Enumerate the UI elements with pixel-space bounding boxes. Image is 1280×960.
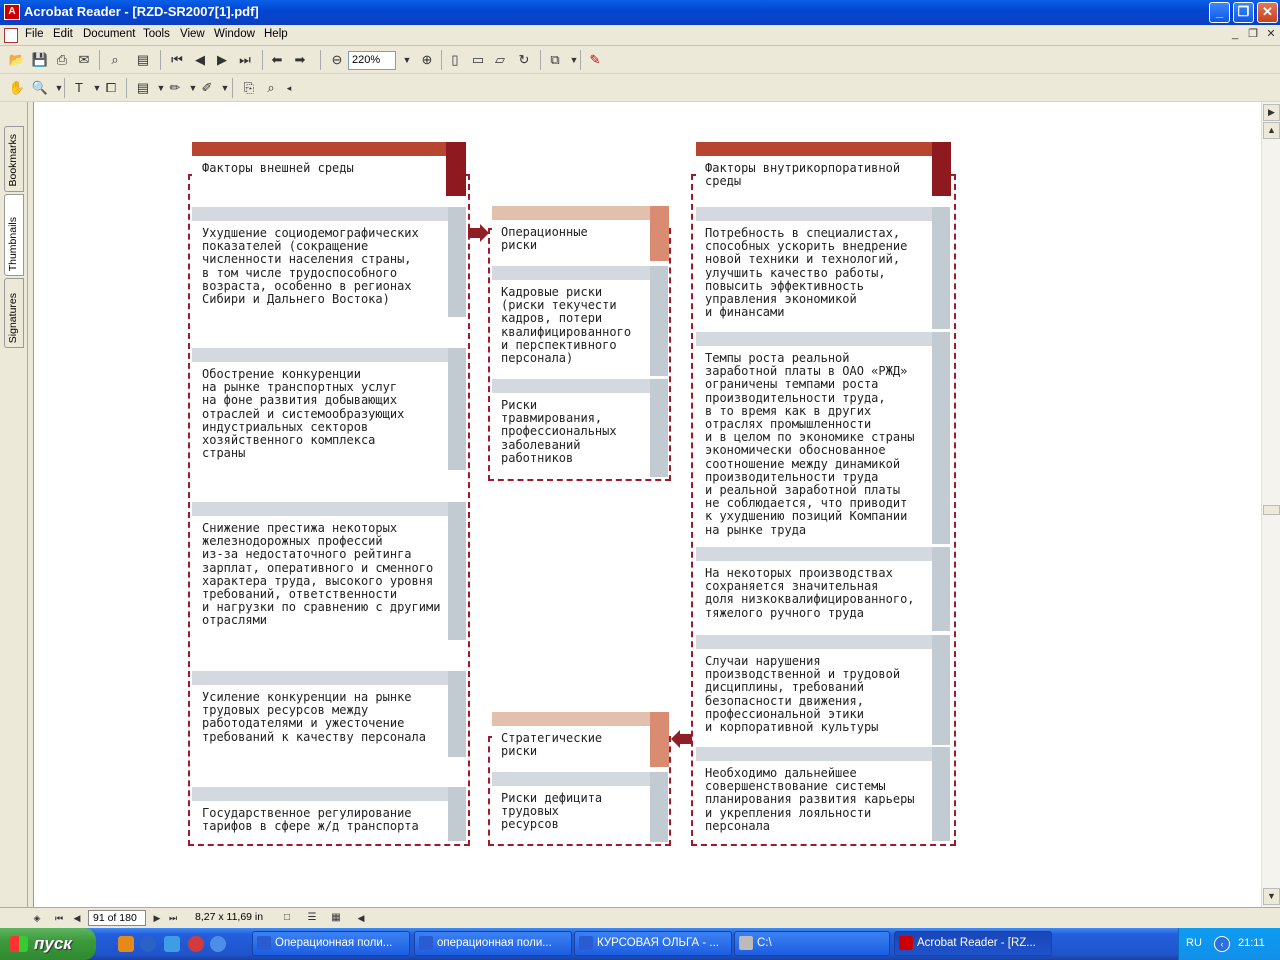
tab-bookmarks[interactable]: [4, 126, 24, 192]
external-factor-text: Усиление конкуренции на рынке трудовых ресурсов между работодателями и ужесточение требований к качеству персонала: [202, 690, 426, 744]
previous-page-icon[interactable]: ◀: [195, 52, 205, 67]
scroll-up-arrow-icon[interactable]: ▲: [1263, 122, 1280, 139]
menu-view[interactable]: View: [180, 28, 205, 40]
copy-icon[interactable]: ⎘: [243, 80, 255, 95]
fit-page-icon[interactable]: ▭: [471, 52, 485, 67]
task-explorer-label: C:\: [757, 937, 772, 949]
main-toolbar: [0, 46, 1280, 74]
nav-toggle-icon[interactable]: ◈: [33, 913, 41, 923]
internal-factor-text: Потребность в специалистах, способных ускорить внедрение новой техники и технологий, улучшить качество работы, повысить эффективность управления экономикой и финансами: [705, 226, 908, 320]
pencil-tool-icon[interactable]: ✏: [169, 80, 181, 95]
tools-toolbar: [0, 74, 1280, 102]
title-bar: [0, 0, 1280, 25]
doc-restore-icon[interactable]: ❐: [1248, 28, 1258, 40]
scroll-thumb[interactable]: [1263, 505, 1280, 515]
page-size-label: 8,27 x 11,69 in: [195, 911, 264, 923]
show-hide-nav-icon[interactable]: ▤: [136, 52, 150, 67]
go-forward-icon[interactable]: ➡: [294, 52, 306, 67]
external-factor-card: [192, 786, 466, 840]
task-explorer[interactable]: [734, 931, 890, 956]
language-indicator[interactable]: RU: [1186, 937, 1202, 949]
word-icon: [579, 936, 593, 950]
fit-width-icon[interactable]: ▱: [495, 52, 505, 67]
operational-risk-text: Кадровые риски (риски текучести кадров, потери квалифицированного и перспективного персонала): [501, 285, 632, 366]
navigation-panel: [0, 102, 28, 907]
task-acrobat-label: Acrobat Reader - [RZ...: [917, 937, 1036, 949]
arrow-right-icon: [468, 224, 490, 242]
tab-signatures[interactable]: [4, 278, 24, 348]
zoom-out-icon[interactable]: ⊖: [331, 52, 343, 67]
internal-factor-text: На некоторых производствах сохраняется значительная доля низкоквалифицированного, тяжелого ручного труда: [705, 566, 915, 620]
external-factor-card: [192, 501, 466, 639]
internal-factor-text: Темпы роста реальной заработной платы в ОАО «РЖД» ограничены темпами роста производительности труда, в то время как в других отраслях промышленности и в целом по экономике страны экономически обоснованное соотношение между динамикой производительности труда и реальной заработной платы не соблюдается, что приводит к ухудшению позиций Компании на рынке труда: [705, 351, 915, 537]
task-word-3[interactable]: [574, 931, 732, 956]
acrobat-app-icon: A: [4, 4, 20, 20]
operational-risk-card: [492, 378, 669, 476]
zoom-dropdown-icon[interactable]: ▼: [402, 55, 412, 65]
actual-size-icon[interactable]: ▯: [451, 52, 459, 67]
page-layout-icon[interactable]: ⧉: [550, 52, 560, 67]
doc-minimize-icon[interactable]: _: [1231, 28, 1239, 40]
quicklaunch-opera-icon[interactable]: [188, 936, 204, 952]
text-select-icon[interactable]: T: [75, 80, 83, 95]
close-button[interactable]: ✕: [1257, 2, 1278, 23]
taskbar: [0, 928, 1280, 960]
menu-tools[interactable]: Tools: [143, 28, 170, 40]
task-word-1-label: Операционная поли...: [275, 937, 393, 949]
operational-risk-text: Риски травмирования, профессиональных заболеваний работников: [501, 398, 617, 465]
first-page-icon[interactable]: ⏮: [171, 52, 183, 67]
zoom-in-icon[interactable]: ⊕: [421, 52, 433, 67]
external-factors-title: Факторы внешней среды: [202, 161, 354, 175]
external-factor-text: Ухудшение социодемографических показателей (сокращение численности населения страны, в том числе трудоспособного возраста, особенно в регионах Сибири и Дальнего Востока): [202, 226, 419, 307]
operational-risks-header: [492, 206, 669, 261]
acrobat-icon: [899, 936, 913, 950]
status-prev-page-icon[interactable]: ◀: [73, 913, 81, 923]
quicklaunch-folder-icon[interactable]: [118, 936, 134, 952]
clock: 21:11: [1238, 937, 1265, 949]
document-icon[interactable]: [4, 28, 18, 43]
continuous-icon[interactable]: ☰: [307, 912, 317, 923]
note-dropdown-icon[interactable]: ▼: [156, 83, 166, 93]
highlight-tool-icon[interactable]: ✐: [201, 80, 213, 95]
internal-factor-card: [696, 206, 951, 328]
acrobat-online-icon[interactable]: ✎: [589, 52, 601, 67]
internal-factor-card: [696, 746, 951, 840]
menu-file[interactable]: File: [25, 28, 44, 40]
page-number-field[interactable]: 91 of 180: [88, 910, 146, 926]
facing-icon[interactable]: ▦: [331, 912, 341, 923]
tray-network-icon[interactable]: ‹: [1214, 936, 1230, 952]
task-word-1[interactable]: [252, 931, 410, 956]
external-factor-card: [192, 347, 466, 469]
drive-icon: [739, 936, 753, 950]
tab-signatures-label: Signatures: [7, 292, 19, 343]
snapshot-icon[interactable]: ⧠: [105, 80, 117, 95]
search-tool-icon[interactable]: ⌕: [267, 80, 275, 95]
internal-factor-card: [696, 634, 951, 744]
scroll-up-button[interactable]: ▶: [1263, 104, 1280, 121]
more-tools-icon[interactable]: ◂: [286, 83, 292, 93]
rotate-icon[interactable]: ↻: [518, 52, 530, 67]
internal-factor-text: Случаи нарушения производственной и трудовой дисциплины, требований безопасности движения, профессиональной этики и корпоративной культуры: [705, 654, 901, 735]
next-page-icon[interactable]: ▶: [217, 52, 227, 67]
note-tool-icon[interactable]: ▤: [136, 80, 150, 95]
last-page-icon[interactable]: ⏭: [239, 52, 251, 67]
arrow-left-icon: [670, 730, 692, 748]
external-factor-card: [192, 206, 466, 316]
external-factor-card: [192, 670, 466, 756]
open-icon[interactable]: 📂: [8, 52, 26, 67]
zoom-input[interactable]: 220%: [348, 51, 396, 70]
pencil-dropdown-icon[interactable]: ▼: [188, 83, 198, 93]
status-bar: [0, 907, 1280, 928]
email-icon[interactable]: ✉: [78, 52, 90, 67]
strategic-risks-title: Стратегические риски: [501, 731, 603, 759]
external-factor-text: Государственное регулирование тарифов в сфере ж/д транспорта: [202, 806, 419, 834]
operational-risk-card: [492, 265, 669, 375]
doc-close-icon[interactable]: ✕: [1266, 28, 1276, 40]
go-back-icon[interactable]: ⬅: [271, 52, 283, 67]
tab-bookmarks-label: Bookmarks: [7, 134, 19, 187]
single-page-icon[interactable]: □: [283, 912, 291, 923]
layout-dropdown-icon[interactable]: ▼: [569, 55, 579, 65]
menu-window[interactable]: Window: [214, 28, 255, 40]
external-factor-text: Обострение конкуренции на рынке транспортных услуг на фоне развития добывающих отраслей и системообразующих индустриальных секторов хозяйственного комплекса страны: [202, 367, 405, 461]
internal-factor-card: [696, 331, 951, 543]
status-last-page-icon[interactable]: ⏭: [168, 913, 178, 923]
quicklaunch-media-icon[interactable]: [140, 936, 156, 952]
quicklaunch-ie-icon[interactable]: [210, 936, 226, 952]
start-label: пуск: [34, 934, 72, 953]
hand-tool-icon[interactable]: ✋: [8, 80, 26, 95]
minimize-button[interactable]: _: [1209, 2, 1230, 23]
status-next-page-icon[interactable]: ▶: [153, 913, 161, 923]
external-factors-header: [192, 142, 466, 196]
windows-logo-icon: [10, 936, 28, 952]
menu-bar: [0, 25, 1280, 46]
menu-document[interactable]: Document: [83, 28, 136, 40]
strategic-risk-text: Риски дефицита трудовых ресурсов: [501, 791, 603, 832]
task-acrobat[interactable]: [894, 931, 1052, 956]
select-dropdown-icon[interactable]: ▼: [92, 83, 102, 93]
tab-thumbnails-label: Thumbnails: [7, 216, 19, 271]
menu-help[interactable]: Help: [264, 28, 288, 40]
save-icon[interactable]: 💾: [31, 52, 49, 67]
vertical-scrollbar[interactable]: [1261, 102, 1280, 907]
internal-factors-header: [696, 142, 951, 196]
external-factor-text: Снижение престижа некоторых железнодорожных профессий из-за недостаточного рейтинга зарплат, оперативного и сменного характера труда, высокого уровня требований, ответственности и нагрузки по сравнению с другими отраслями: [202, 521, 441, 628]
task-word-2[interactable]: [414, 931, 572, 956]
word-icon: [419, 936, 433, 950]
find-icon[interactable]: ⌕: [111, 52, 119, 67]
menu-edit[interactable]: Edit: [53, 28, 73, 40]
window-title: Acrobat Reader - [RZD-SR2007[1].pdf]: [24, 4, 259, 19]
zoom-tool-dropdown-icon[interactable]: ▼: [54, 83, 64, 93]
status-first-page-icon[interactable]: ⏮: [54, 913, 64, 923]
strategic-risks-header: [492, 712, 669, 767]
task-word-3-label: КУРСОВАЯ ОЛЬГА - ...: [597, 937, 719, 949]
zoom-tool-icon[interactable]: 🔍: [31, 80, 49, 95]
internal-factor-text: Необходимо дальнейшее совершенствование системы планирования развития карьеры и укрепления лояльности персонала: [705, 766, 915, 833]
operational-risks-title: Операционные риски: [501, 225, 588, 253]
internal-factors-title: Факторы внутрикорпоративной среды: [705, 161, 901, 189]
print-icon[interactable]: ⎙: [56, 52, 68, 67]
maximize-button[interactable]: ❐: [1233, 2, 1254, 23]
highlight-dropdown-icon[interactable]: ▼: [220, 83, 230, 93]
hscroll-left-icon[interactable]: ◀: [357, 913, 365, 923]
tab-thumbnails[interactable]: [4, 194, 24, 276]
task-word-2-label: операционная поли...: [437, 937, 552, 949]
internal-factor-card: [696, 546, 951, 630]
scroll-down-arrow-icon[interactable]: ▼: [1263, 888, 1280, 905]
word-icon: [257, 936, 271, 950]
quicklaunch-browser-icon[interactable]: [164, 936, 180, 952]
start-button[interactable]: [0, 928, 96, 960]
strategic-risk-card: [492, 771, 669, 841]
